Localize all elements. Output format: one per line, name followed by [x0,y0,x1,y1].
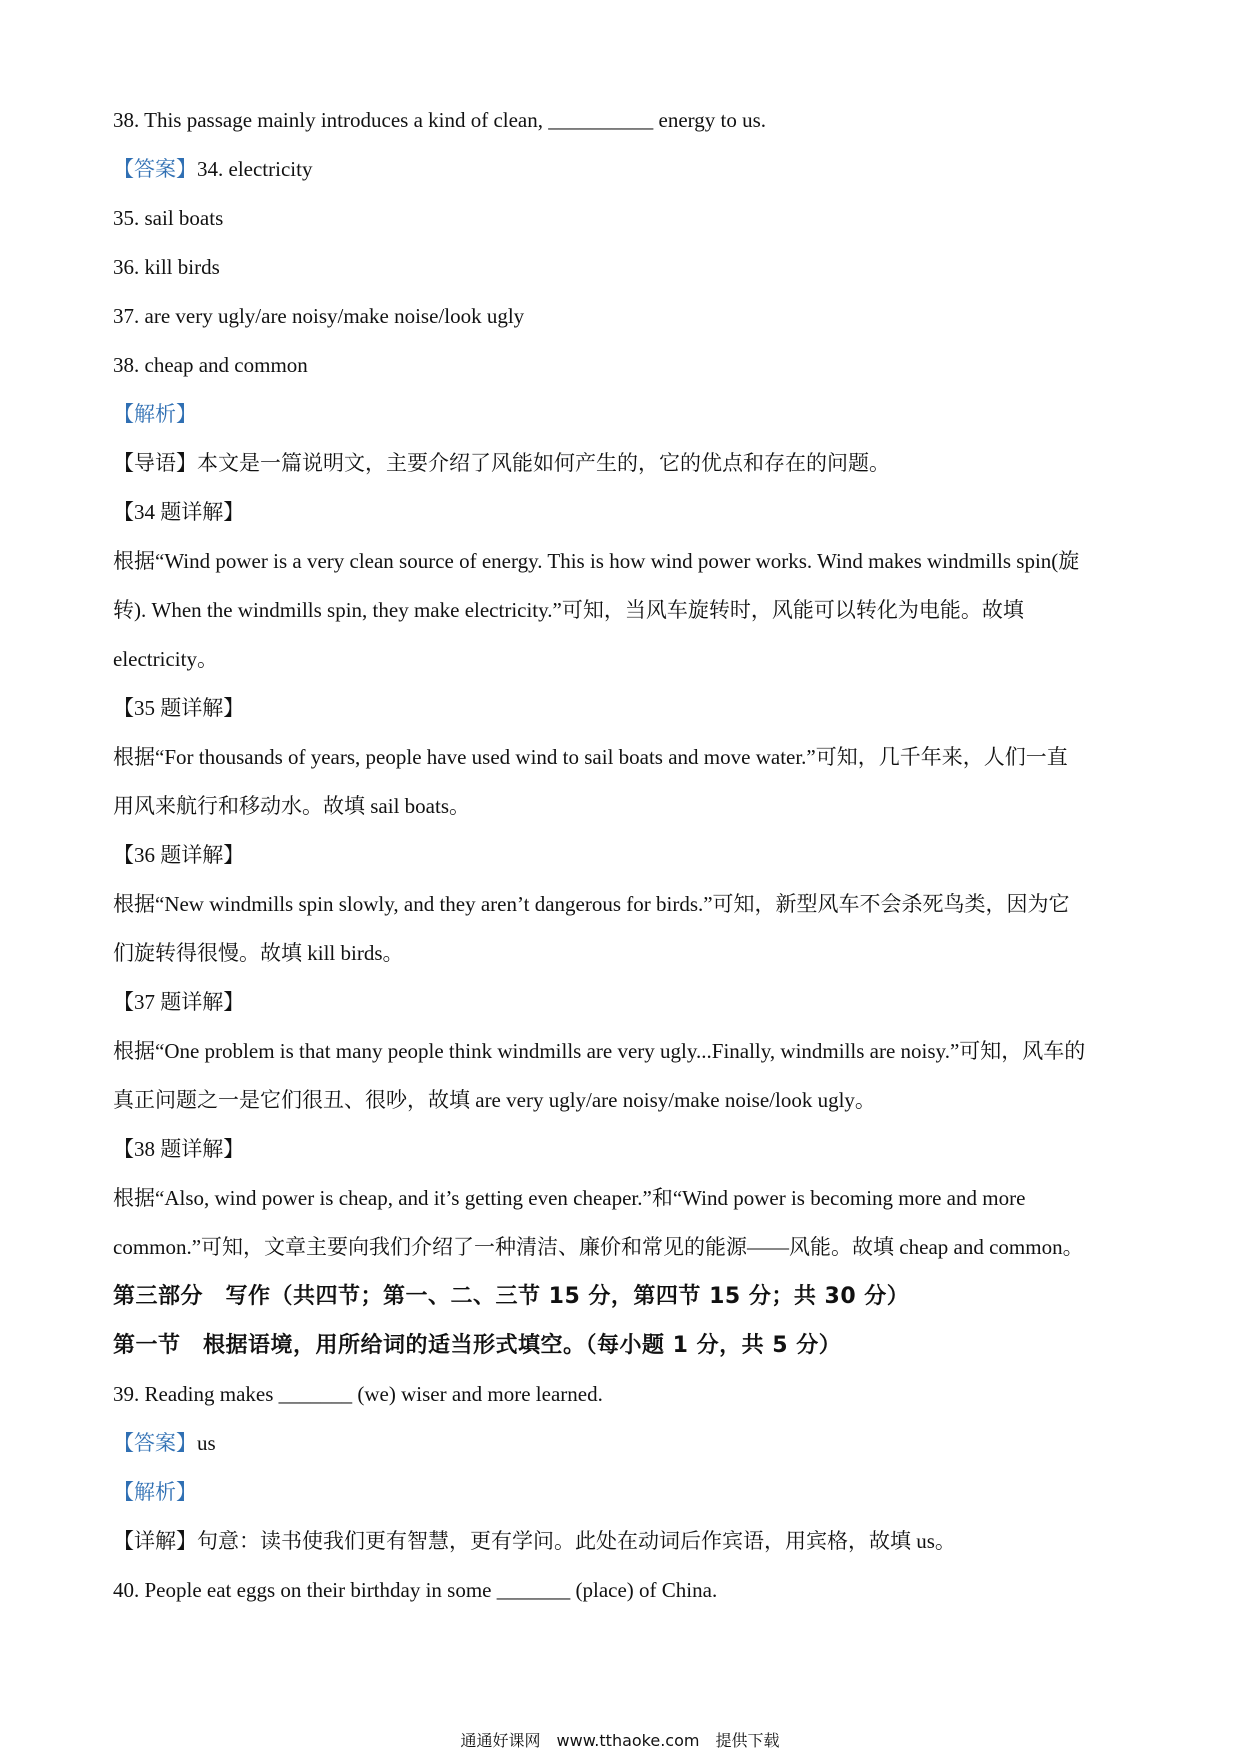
text-line [113,929,1133,978]
line-text: 【37 题详解】 [113,990,245,1014]
line-text: 【36 题详解】 [113,843,245,867]
line-text: 36. kill birds [113,255,220,279]
label-tag: 【解析】 [113,1480,197,1504]
line-text: 根据“Also, wind power is cheap, and it’s getting even cheaper.”和“Wind power is becoming more and more [113,1186,1026,1210]
text-line [113,1517,1133,1566]
text-line [113,831,1133,880]
line-text: 根据“One problem is that many people think windmills are very ugly...Finally, windmills are noisy.”可知，风车的 [113,1039,1086,1063]
line-text: 用风来航行和移动水。故填 sail boats。 [113,794,470,818]
text-line [113,194,1133,243]
page-footer: 通通好课网 www.tthaoke.com 提供下载 [460,1731,780,1750]
line-text: 40. People eat eggs on their birthday in some _______ (place) of China. [113,1578,718,1602]
text-line [113,243,1133,292]
text-line [113,684,1133,733]
line-text: 39. Reading makes _______ (we) wiser and more learned. [113,1382,603,1406]
text-line [113,635,1133,684]
line-text: 【34 题详解】 [113,500,245,524]
document-body [113,96,1133,1615]
line-text: 【导语】本文是一篇说明文，主要介绍了风能如何产生的，它的优点和存在的问题。 [113,451,890,475]
text-line [113,537,1133,586]
tag-text: 34. electricity [197,157,313,181]
line-text: 们旋转得很慢。故填 kill birds。 [113,941,404,965]
line-text: 【38 题详解】 [113,1137,245,1161]
section-heading [113,1321,1133,1370]
text-line [113,96,1133,145]
text-line [113,1174,1133,1223]
text-line [113,341,1133,390]
label-tag: 【答案】 [113,1431,197,1455]
line-text: 35. sail boats [113,206,224,230]
line-text: 37. are very ugly/are noisy/make noise/look ugly [113,304,525,328]
text-line [113,1027,1133,1076]
text-line [113,390,1133,439]
text-line [113,1223,1133,1272]
label-tag: 【解析】 [113,402,197,426]
text-line [113,439,1133,488]
text-line [113,1566,1133,1615]
section-heading [113,1272,1133,1321]
text-line [113,488,1133,537]
text-line [113,145,1133,194]
text-line [113,978,1133,1027]
line-text: 38. This passage mainly introduces a kind of clean, __________ energy to us. [113,108,767,132]
text-line [113,586,1133,635]
line-text: 【详解】句意：读书使我们更有智慧，更有学问。此处在动词后作宾语，用宾格，故填 us。 [113,1529,956,1553]
line-text: 根据“New windmills spin slowly, and they aren’t dangerous for birds.”可知，新型风车不会杀死鸟类，因为它 [113,892,1070,916]
line-text: common.”可知，文章主要向我们介绍了一种清洁、廉价和常见的能源——风能。故填 cheap and common。 [113,1235,1084,1259]
line-text: 转). When the windmills spin, they make electricity.”可知，当风车旋转时，风能可以转化为电能。故填 [113,598,1024,622]
line-text: 第一节 根据语境，用所给词的适当形式填空。（每小题 1 分，共 5 分） [113,1333,842,1358]
text-line [113,1076,1133,1125]
text-line [113,782,1133,831]
line-text: 真正问题之一是它们很丑、很吵，故填 are very ugly/are noisy/make noise/look ugly。 [113,1088,876,1112]
line-text: electricity。 [113,647,218,671]
label-tag: 【答案】 [113,157,197,181]
text-line [113,292,1133,341]
line-text: 38. cheap and common [113,353,308,377]
line-text: 第三部分 写作（共四节；第一、二、三节 15 分，第四节 15 分；共 30 分） [113,1284,910,1309]
text-line [113,1419,1133,1468]
text-line [113,1468,1133,1517]
text-line [113,1125,1133,1174]
text-line [113,880,1133,929]
line-text: 【35 题详解】 [113,696,245,720]
tag-text: us [197,1431,216,1455]
line-text: 根据“For thousands of years, people have used wind to sail boats and move water.”可知，几千年来，人们一直 [113,745,1068,769]
text-line [113,733,1133,782]
text-line [113,1370,1133,1419]
line-text: 根据“Wind power is a very clean source of energy. This is how wind power works. Wind makes windmills spin(旋 [113,549,1080,573]
